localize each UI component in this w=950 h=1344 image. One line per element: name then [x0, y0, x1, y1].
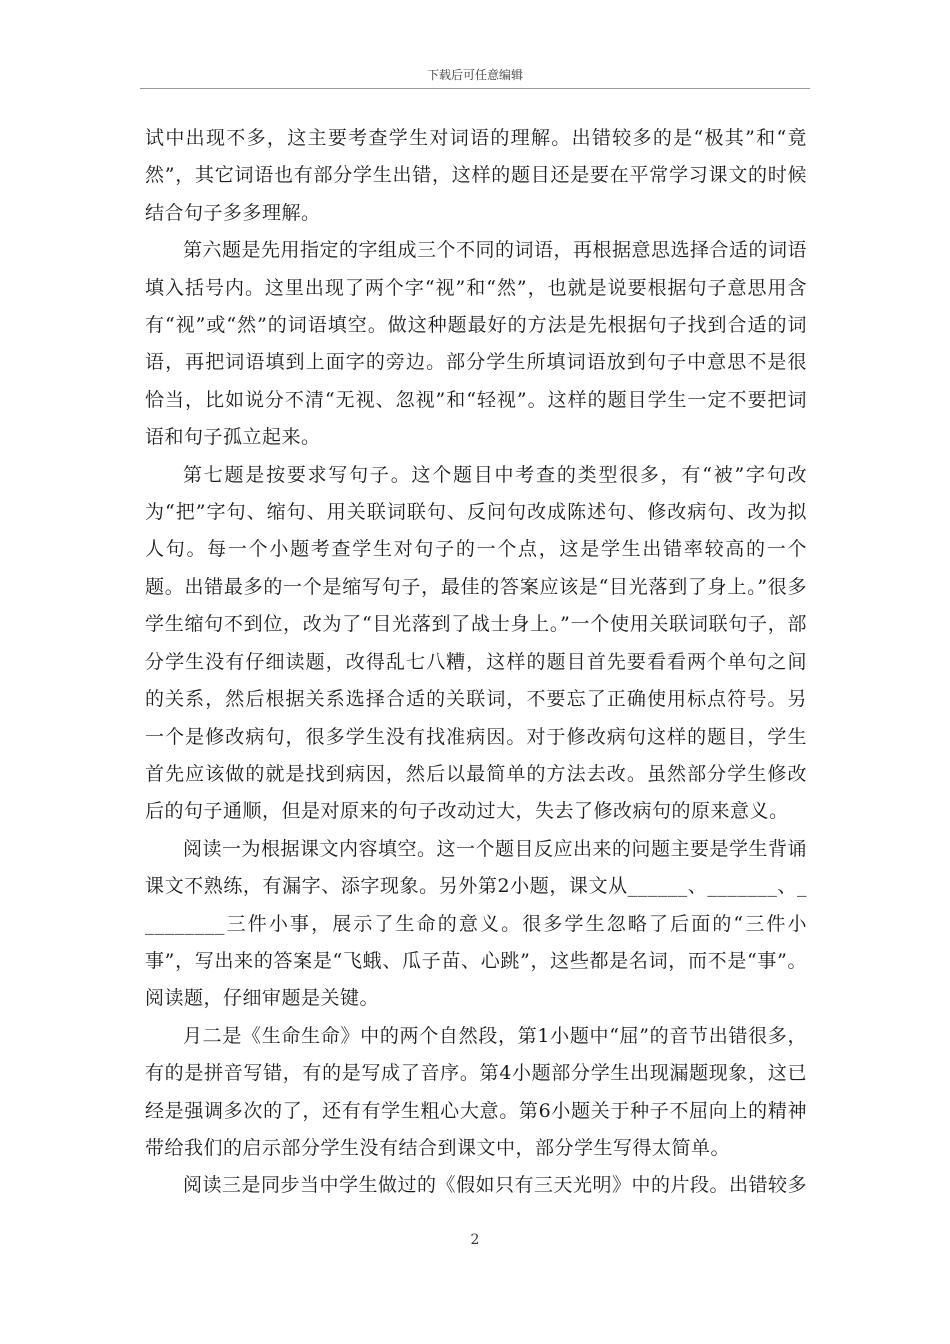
page-number: 2: [470, 1232, 480, 1248]
paragraph-2: 第六题是先用指定的字组成三个不同的词语，再根据意思选择合适的词语填入括号内。这里出现了两个字“视”和“然”，也就是说要根据句子意思用含有“视”或“然”的词语填空。做这种题最好的方法是先根据句子找到合适的词语，再把词语填到上面字的旁边。部分学生所填词语放到句子中意思不是很恰当，比如说分不清“无视、忽视”和“轻视”。这样的题目学生一定不要把词语和句子孤立起来。: [145, 239, 808, 449]
page-header: 下载后可任意编辑: [426, 68, 523, 82]
paragraph-6: 阅读三是同步当中学生做过的《假如只有三天光明》中的片段。出错较多: [183, 1174, 808, 1197]
paragraph-4: 阅读一为根据课文内容填空。这一个题目反应出来的问题主要是学生背诵课文不熟练，有漏字、添字现象。另外第2小题，课文从______、_______、_________三件小事，展示了生命的意义。很多学生忽略了后面的“三件小事”，写出来的答案是“飞蛾、瓜子苗、心跳”，这些都是名词，而不是“事”。阅读题，仔细审题是关键。: [145, 837, 808, 1010]
paragraph-3: 第七题是按要求写句子。这个题目中考查的类型很多，有“被”字句改为“把”字句、缩句、用关联词联句、反问句改成陈述句、修改病句、改为拟人句。每一个小题考查学生对句子的一个点，这是学生出错率较高的一个题。出错最多的一个是缩写句子，最佳的答案应该是“目光落到了身上。”很多学生缩句不到位，改为了“目光落到了战士身上。”一个使用关联词联句子，部分学生没有仔细读题，改得乱七八糟，这样的题目首先要看看两个单句之间的关系，然后根据关系选择合适的关联词，不要忘了正确使用标点符号。另一个是修改病句，很多学生没有找准病因。对于修改病句这样的题目，学生首先应该做的就是找到病因，然后以最简单的方法去改。虽然部分学生修改后的句子通顺，但是对原来的句子改动过大，失去了修改病句的原来意义。: [145, 463, 807, 823]
document-body: [145, 120, 807, 1205]
paragraph-5: 月二是《生命生命》中的两个自然段，第1小题中“屈”的音节出错很多，有的是拼音写错，有的是写成了音序。第4小题部分学生出现漏题现象，这已经是强调多次的了，还有有学生粗心大意。第6小题关于种子不屈向上的精神带给我们的启示部分学生没有结合到课文中，部分学生写得太简单。: [145, 1024, 807, 1159]
paragraph-1: 试中出现不多，这主要考查学生对词语的理解。出错较多的是“极其”和“竟然”，其它词语也有部分学生出错，这样的题目还是要在平常学习课文的时候结合句子多多理解。: [145, 127, 807, 224]
header-divider: [140, 88, 810, 89]
